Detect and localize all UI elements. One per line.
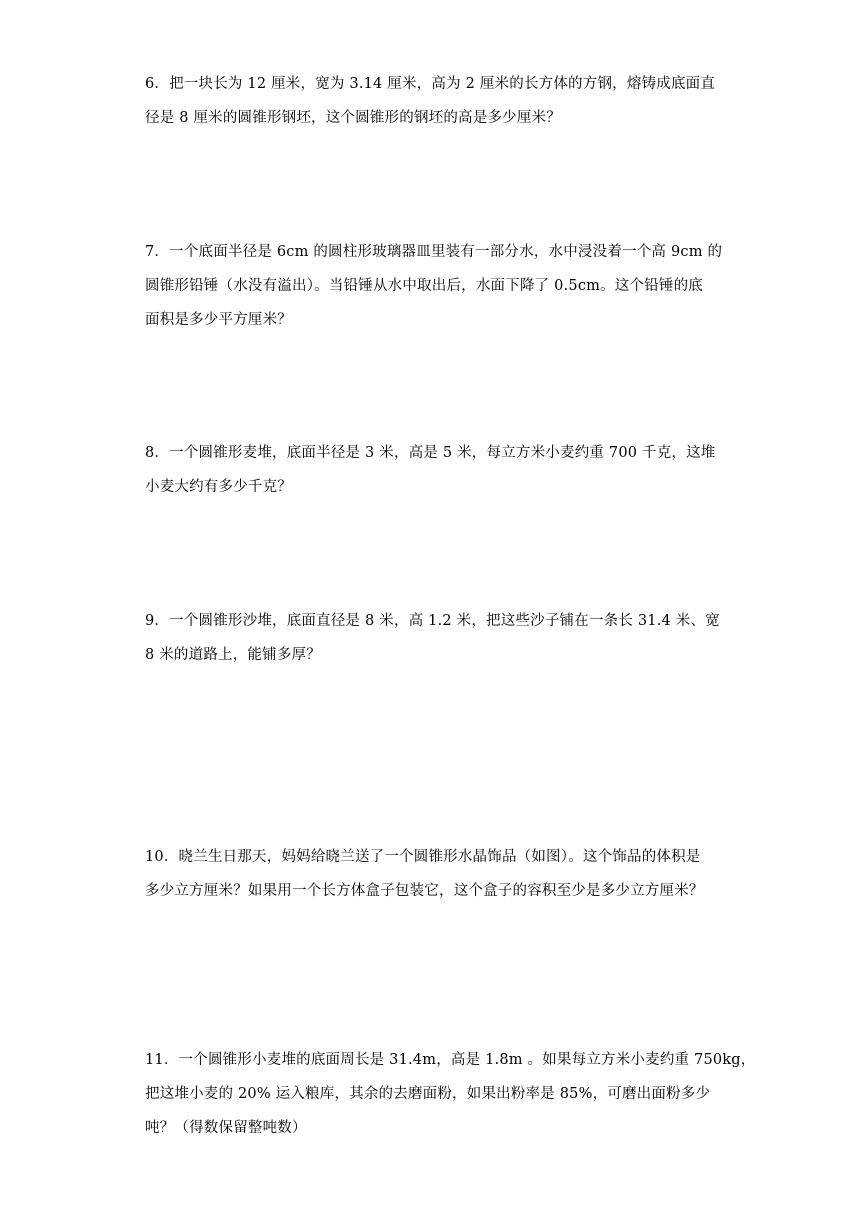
question-9 xyxy=(145,604,720,672)
question-11 xyxy=(145,1043,756,1145)
question-line: 8 米的道路上，能铺多厚？ xyxy=(145,647,321,663)
question-line: 10．晓兰生日那天，妈妈给晓兰送了一个圆锥形水晶饰品（如图）。这个饰品的体积是 xyxy=(145,849,701,865)
question-line: 把这堆小麦的 20% 运入粮库，其余的去磨面粉，如果出粉率是 85%，可磨出面粉多少 xyxy=(145,1086,711,1102)
question-line: 吨？（得数保留整吨数） xyxy=(145,1120,307,1136)
question-line: 多少立方厘米？如果用一个长方体盒子包装它，这个盒子的容积至少是多少立方厘米？ xyxy=(145,883,704,899)
question-line: 6．把一块长为 12 厘米，宽为 3.14 厘米，高为 2 厘米的长方体的方钢，熔铸成底面直 xyxy=(145,76,716,92)
question-line: 8．一个圆锥形麦堆，底面半径是 3 米，高是 5 米，每立方米小麦约重 700 千克，这堆 xyxy=(145,445,716,461)
question-line: 面积是多少平方厘米？ xyxy=(145,312,292,328)
question-line: 11．一个圆锥形小麦堆的底面周长是 31.4m，高是 1.8m 。如果每立方米小麦约重 750kg， xyxy=(145,1052,756,1068)
question-10 xyxy=(145,840,717,908)
question-line: 小麦大约有多少千克？ xyxy=(145,479,292,495)
question-line: 7．一个底面半径是 6cm 的圆柱形玻璃器皿里装有一部分水，水中浸没着一个高 9cm 的 xyxy=(145,244,723,260)
question-8 xyxy=(145,436,717,504)
question-line: 径是 8 厘米的圆锥形钢坯，这个圆锥形的钢坯的高是多少厘米？ xyxy=(145,110,561,126)
question-6 xyxy=(145,67,717,135)
question-7 xyxy=(145,235,723,337)
question-line: 9．一个圆锥形沙堆，底面直径是 8 米，高 1.2 米，把这些沙子铺在一条长 31.4 米、宽 xyxy=(145,613,720,629)
question-line: 圆锥形铅锤（水没有溢出）。当铅锤从水中取出后，水面下降了 0.5cm。这个铅锤的底 xyxy=(145,278,703,294)
